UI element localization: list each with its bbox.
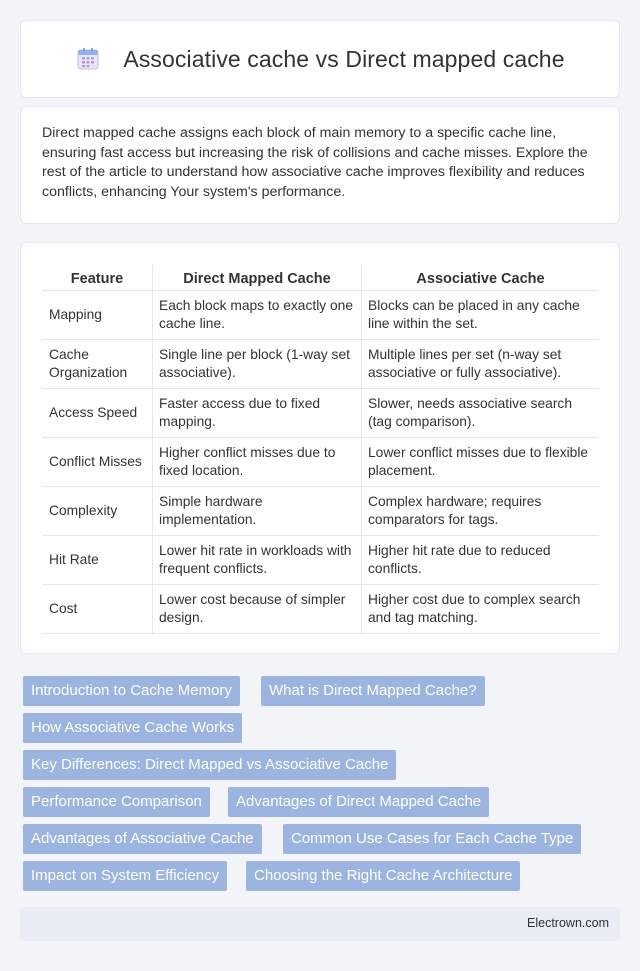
table-header-row bbox=[42, 265, 599, 291]
direct-mapped-cell: Lower hit rate in workloads with frequent conflicts. bbox=[153, 536, 362, 585]
footer bbox=[20, 907, 620, 941]
feature-cell: Cache Organization bbox=[42, 340, 153, 389]
table-row bbox=[42, 487, 599, 536]
feature-cell: Conflict Misses bbox=[42, 438, 153, 487]
direct-mapped-cell: Each block maps to exactly one cache line. bbox=[153, 291, 362, 340]
tag-how-associative-cache-works[interactable]: How Associative Cache Works bbox=[23, 713, 242, 743]
direct-mapped-cell: Faster access due to fixed mapping. bbox=[153, 389, 362, 438]
page-title: Associative cache vs Direct mapped cache bbox=[123, 45, 565, 72]
tag-common-use-cases[interactable]: Common Use Cases for Each Cache Type bbox=[283, 824, 581, 854]
tag-advantages-direct-mapped[interactable]: Advantages of Direct Mapped Cache bbox=[228, 787, 489, 817]
table-row bbox=[42, 438, 599, 487]
direct-mapped-cell: Single line per block (1-way set associative). bbox=[153, 340, 362, 389]
header-card bbox=[20, 20, 620, 98]
direct-mapped-cell: Simple hardware implementation. bbox=[153, 487, 362, 536]
table-row bbox=[42, 389, 599, 438]
tag-what-is-direct-mapped-cache[interactable]: What is Direct Mapped Cache? bbox=[261, 676, 485, 706]
associative-cell: Higher hit rate due to reduced conflicts. bbox=[362, 536, 599, 585]
header-associative: Associative Cache bbox=[362, 265, 599, 291]
feature-cell: Access Speed bbox=[42, 389, 153, 438]
tag-impact-on-system-efficiency[interactable]: Impact on System Efficiency bbox=[23, 861, 227, 891]
tag-choosing-cache-architecture[interactable]: Choosing the Right Cache Architecture bbox=[246, 861, 520, 891]
intro-paragraph: Direct mapped cache assigns each block of main memory to a specific cache line, ensuring fast access but increasing the risk of collisions and cache misses. Explore the rest of the article to understand how associative cache improves flexibility and reduces conflicts, enhancing Your system's performance. bbox=[42, 125, 588, 200]
feature-cell: Mapping bbox=[42, 291, 153, 340]
associative-cell: Slower, needs associative search (tag comparison). bbox=[362, 389, 599, 438]
table-row bbox=[42, 585, 599, 634]
associative-cell: Blocks can be placed in any cache line within the set. bbox=[362, 291, 599, 340]
direct-mapped-cell: Higher conflict misses due to fixed location. bbox=[153, 438, 362, 487]
associative-cell: Multiple lines per set (n-way set associative or fully associative). bbox=[362, 340, 599, 389]
comparison-table-card bbox=[20, 242, 620, 654]
tag-key-differences[interactable]: Key Differences: Direct Mapped vs Associative Cache bbox=[23, 750, 396, 780]
tag-advantages-associative[interactable]: Advantages of Associative Cache bbox=[23, 824, 262, 854]
table-row bbox=[42, 291, 599, 340]
comparison-table bbox=[42, 265, 599, 634]
feature-cell: Complexity bbox=[42, 487, 153, 536]
header-direct-mapped: Direct Mapped Cache bbox=[153, 265, 362, 291]
direct-mapped-cell: Lower cost because of simpler design. bbox=[153, 585, 362, 634]
feature-cell: Hit Rate bbox=[42, 536, 153, 585]
associative-cell: Lower conflict misses due to flexible placement. bbox=[362, 438, 599, 487]
tag-performance-comparison[interactable]: Performance Comparison bbox=[23, 787, 210, 817]
associative-cell: Complex hardware; requires comparators for tags. bbox=[362, 487, 599, 536]
table-row bbox=[42, 536, 599, 585]
tag-introduction-to-cache-memory[interactable]: Introduction to Cache Memory bbox=[23, 676, 240, 706]
header-feature: Feature bbox=[42, 265, 153, 291]
intro-card bbox=[20, 106, 620, 224]
calendar-grid-icon bbox=[75, 46, 101, 72]
feature-cell: Cost bbox=[42, 585, 153, 634]
associative-cell: Higher cost due to complex search and tag matching. bbox=[362, 585, 599, 634]
footer-site-name: Electrown.com bbox=[527, 916, 609, 930]
table-row bbox=[42, 340, 599, 389]
